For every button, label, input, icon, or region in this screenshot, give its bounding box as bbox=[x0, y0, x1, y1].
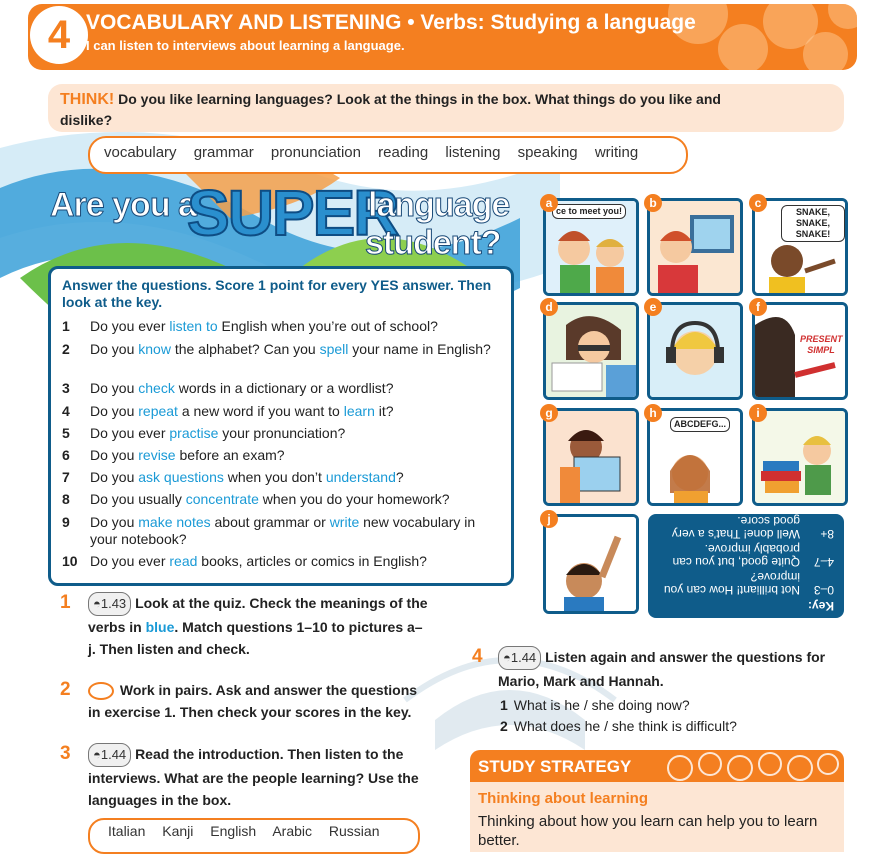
word-list bbox=[104, 144, 651, 161]
word-item: listening bbox=[445, 144, 501, 161]
picture-letter: b bbox=[644, 194, 662, 212]
picture-g bbox=[543, 408, 639, 506]
quiz-question: 8 Do you usually concentrate when you do your homework? bbox=[62, 491, 450, 507]
study-strategy-subtitle: Thinking about learning bbox=[478, 790, 648, 807]
exercise-1-text: ◓1.43 Look at the quiz. Check the meanings of the verbs in blue. Match questions 1–10 to pictures a–j. Then listen and check. bbox=[88, 592, 428, 660]
unit-title: VOCABULARY AND LISTENING • Verbs: Studying a language bbox=[86, 11, 696, 34]
exercise-2-text: Work in pairs. Ask and answer the questions in exercise 1. Then check your scores in the key. bbox=[88, 682, 418, 720]
language-item: Russian bbox=[328, 823, 380, 839]
picture-letter: i bbox=[749, 404, 767, 422]
quiz-title-part3: language bbox=[368, 186, 510, 224]
key-title: Key: bbox=[807, 599, 834, 613]
picture-c bbox=[752, 198, 848, 296]
picture-a bbox=[543, 198, 639, 296]
speech-bubble: ABCDEFG... bbox=[670, 417, 730, 432]
key-row: 0–3Not brilliant! How can you improve? bbox=[663, 570, 834, 597]
quiz-question: 6 Do you revise before an exam? bbox=[62, 447, 285, 463]
picture-letter: j bbox=[540, 510, 558, 528]
picture-letter: f bbox=[749, 298, 767, 316]
score-key bbox=[648, 514, 844, 618]
key-row: 4–7Quite good, but you can probably improve. bbox=[672, 542, 834, 569]
speech-bubble-icon bbox=[88, 682, 114, 700]
key-row: 8+Well done! That’s a very good score. bbox=[671, 514, 834, 541]
picture-letter: e bbox=[644, 298, 662, 316]
picture-f bbox=[752, 302, 848, 400]
picture-i bbox=[752, 408, 848, 506]
language-item: English bbox=[210, 823, 257, 839]
board-text: PRESENT SIMPL bbox=[800, 334, 843, 355]
word-item: vocabulary bbox=[104, 144, 177, 161]
exercise-4-text: ◓1.44 Listen again and answer the questions for Mario, Mark and Hannah. bbox=[498, 646, 843, 692]
picture-letter: a bbox=[540, 194, 558, 212]
exercise-3-text: ◓1.44 Read the introduction. Then listen to the interviews. What are the people learning? Use the languages in the box. bbox=[88, 743, 433, 811]
language-item: Arabic bbox=[272, 823, 313, 839]
unit-subtitle: I can listen to interviews about learning a language. bbox=[86, 38, 405, 53]
word-item: pronunciation bbox=[270, 144, 361, 161]
exercise-number: 1 bbox=[60, 592, 71, 613]
language-item: Italian bbox=[108, 823, 146, 839]
sub-question: 1 What is he / she doing now? bbox=[500, 697, 690, 713]
exercise-number: 2 bbox=[60, 679, 71, 700]
picture-d bbox=[543, 302, 639, 400]
quiz-question: 9 Do you make notes about grammar or write new vocabulary in your notebook? bbox=[62, 514, 476, 547]
language-item: Kanji bbox=[162, 823, 194, 839]
study-strategy-text: Thinking about how you learn can help you to learn better. bbox=[478, 813, 818, 849]
study-strategy-title: STUDY STRATEGY bbox=[478, 757, 632, 776]
unit-number-badge: 4 bbox=[30, 6, 88, 64]
word-item: reading bbox=[378, 144, 429, 161]
quiz-title-super: SUPER bbox=[187, 177, 398, 249]
sub-question: 2 What does he / she think is difficult? bbox=[500, 718, 737, 734]
quiz-title-part4: student? bbox=[365, 224, 501, 262]
quiz-question: 2 Do you know the alphabet? Can you spell your name in English? bbox=[62, 341, 491, 357]
think-question: Do you like learning languages? Look at the things in the box. What things do you like and dislike? bbox=[60, 91, 721, 128]
quiz-question: 3 Do you check words in a dictionary or a wordlist? bbox=[62, 380, 394, 396]
audio-track-button[interactable]: ◓1.44 bbox=[88, 743, 131, 767]
exercise-number: 4 bbox=[472, 646, 483, 667]
quiz-question: 10 Do you ever read books, articles or comics in English? bbox=[62, 553, 427, 569]
speech-bubble: ce to meet you! bbox=[552, 204, 626, 219]
quiz-question: 4 Do you repeat a new word if you want to learn it? bbox=[62, 403, 394, 419]
speech-bubble: SNAKE, SNAKE, SNAKE! bbox=[781, 205, 845, 242]
quiz-question: 7 Do you ask questions when you don’t understand? bbox=[62, 469, 404, 485]
word-item: grammar bbox=[193, 144, 254, 161]
picture-h bbox=[647, 408, 743, 506]
exercise-number: 3 bbox=[60, 743, 71, 764]
quiz-intro: Answer the questions. Score 1 point for every YES answer. Then look at the key. bbox=[62, 277, 492, 310]
think-prompt bbox=[60, 89, 750, 130]
picture-letter: d bbox=[540, 298, 558, 316]
word-item: speaking bbox=[517, 144, 578, 161]
quiz-question: 1 Do you ever listen to English when you’re out of school? bbox=[62, 318, 438, 334]
audio-track-button[interactable]: ◓1.44 bbox=[498, 646, 541, 670]
audio-track-button[interactable]: ◓1.43 bbox=[88, 592, 131, 616]
picture-letter: h bbox=[644, 404, 662, 422]
quiz-title-part1: Are you a bbox=[50, 186, 196, 224]
quiz-question: 5 Do you ever practise your pronunciation? bbox=[62, 425, 346, 441]
picture-letter: g bbox=[540, 404, 558, 422]
word-item: writing bbox=[594, 144, 639, 161]
picture-e bbox=[647, 302, 743, 400]
think-label: THINK! bbox=[60, 91, 115, 108]
picture-j bbox=[543, 514, 639, 614]
picture-letter: c bbox=[749, 194, 767, 212]
language-list bbox=[108, 823, 393, 839]
picture-b bbox=[647, 198, 743, 296]
